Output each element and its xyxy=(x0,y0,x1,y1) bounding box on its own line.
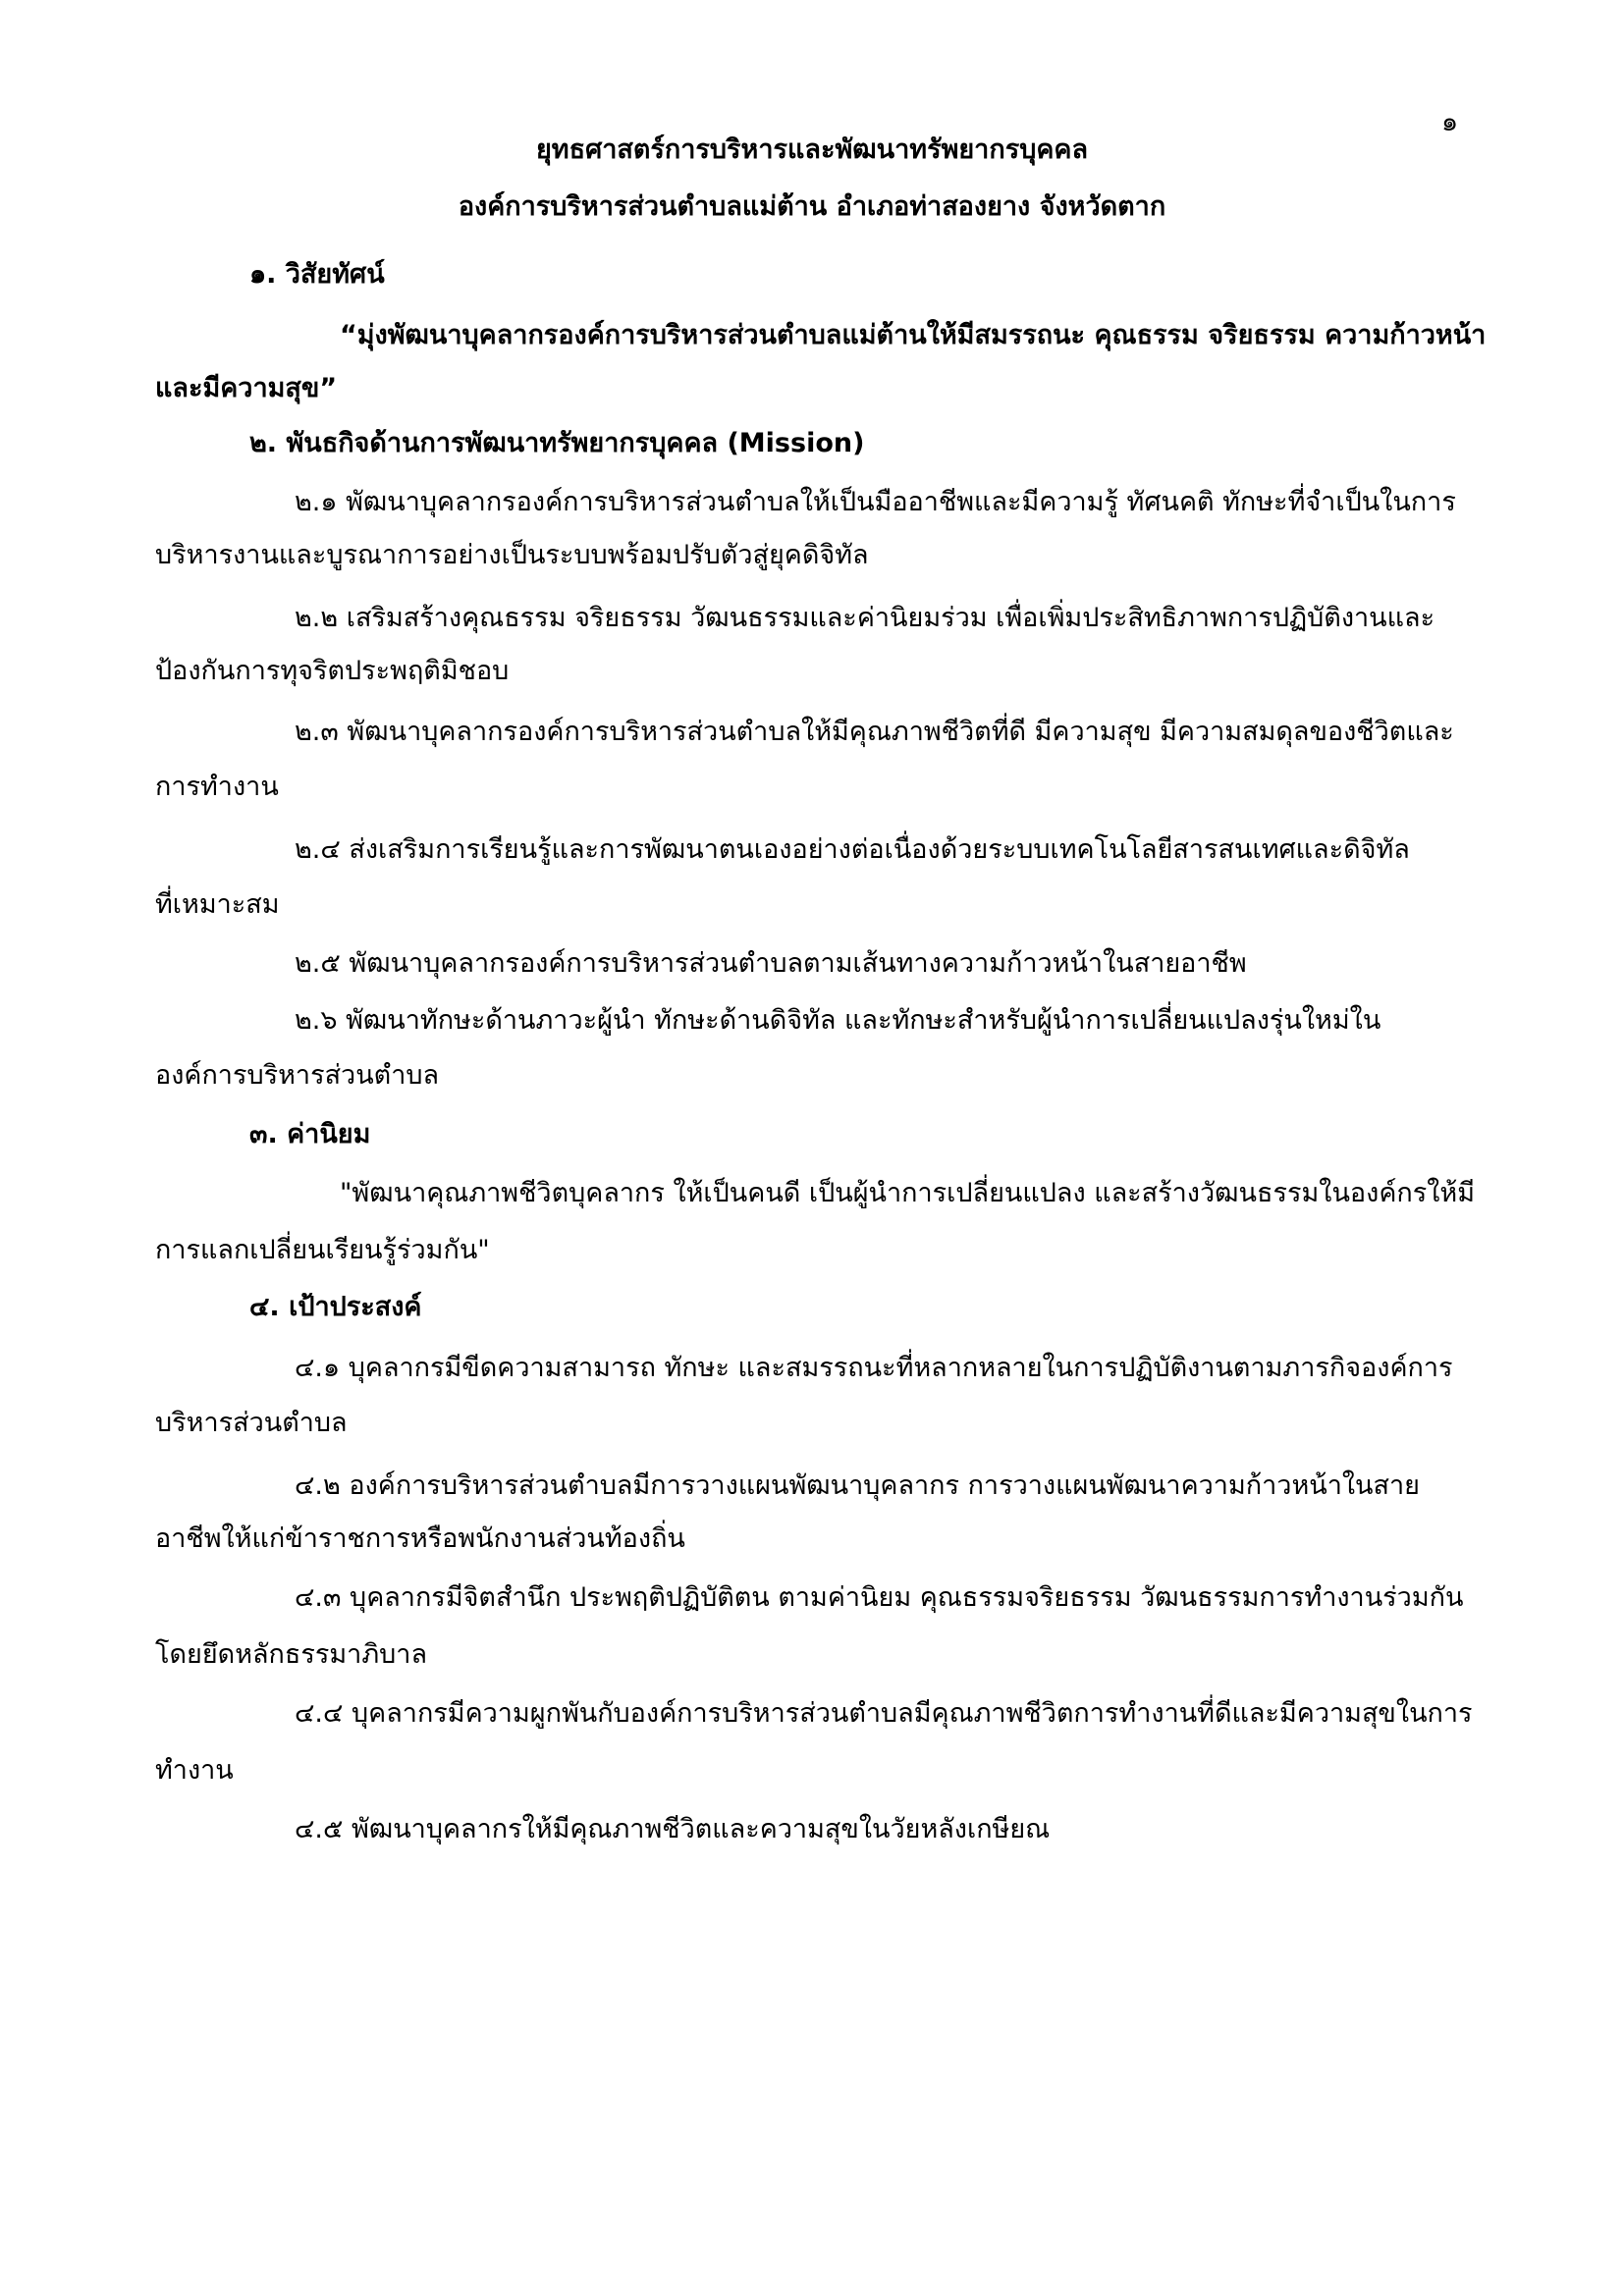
mission-item: ๒.๖ พัฒนาทักษะด้านภาวะผู้นำ ทักษะด้านดิจิทัล และทักษะสำหรับผู้นำการเปลี่ยนแปลงรุ่นใหม่ใน xyxy=(295,1005,1381,1036)
mission-item-cont: ป้องกันการทุจริตประพฤติมิชอบ xyxy=(155,656,510,686)
mission-item: ๒.๑ พัฒนาบุคลากรองค์การบริหารส่วนตำบลให้เป็นมืออาชีพและมีความรู้ ทัศนคติ ทักษะที่จำเป็นในการ xyxy=(295,487,1456,517)
mission-heading: ๒. พันธกิจด้านการพัฒนาทรัพยากรบุคคล (Mission) xyxy=(249,428,865,458)
vision-text-cont: และมีความสุข” xyxy=(155,373,338,403)
goal-item-cont: ทำงาน xyxy=(155,1755,234,1786)
mission-item-cont: การทำงาน xyxy=(155,772,279,802)
mission-item: ๒.๔ ส่งเสริมการเรียนรู้และการพัฒนาตนเองอย่างต่อเนื่องด้วยระบบเทคโนโลยีสารสนเทศและดิจิทัล xyxy=(295,834,1410,865)
values-text: "พัฒนาคุณภาพชีวิตบุคลากร ให้เป็นคนดี เป็นผู้นำการเปลี่ยนแปลง และสร้างวัฒนธรรมในองค์กรให้มี xyxy=(340,1178,1476,1208)
vision-heading: ๑. วิสัยทัศน์ xyxy=(249,259,385,290)
goal-item: ๔.๒ องค์การบริหารส่วนตำบลมีการวางแผนพัฒนาบุคลากร การวางแผนพัฒนาความก้าวหน้าในสาย xyxy=(295,1470,1420,1501)
values-text-cont: การแลกเปลี่ยนเรียนรู้ร่วมกัน" xyxy=(155,1235,490,1265)
document-subtitle: องค์การบริหารส่วนตำบลแม่ต้าน อำเภอท่าสองยาง จังหวัดตาก xyxy=(458,191,1166,222)
goal-item-cont: อาชีพให้แก่ข้าราชการหรือพนักงานส่วนท้องถิ่น xyxy=(155,1523,685,1554)
goal-item: ๔.๔ บุคลากรมีความผูกพันกับองค์การบริหารส่วนตำบลมีคุณภาพชีวิตการทำงานที่ดีและมีความสุขในการ xyxy=(295,1698,1473,1729)
goals-heading: ๔. เป้าประสงค์ xyxy=(249,1292,422,1322)
mission-item: ๒.๒ เสริมสร้างคุณธรรม จริยธรรม วัฒนธรรมและค่านิยมร่วม เพื่อเพิ่มประสิทธิภาพการปฏิบัติงานและ xyxy=(295,603,1435,633)
vision-text: “มุ่งพัฒนาบุคลากรองค์การบริหารส่วนตำบลแม่ต้านให้มีสมรรถนะ คุณธรรม จริยธรรม ความก้าวหน้า xyxy=(340,320,1487,350)
values-heading: ๓. ค่านิยม xyxy=(249,1119,371,1149)
goal-item: ๔.๑ บุคลากรมีขีดความสามารถ ทักษะ และสมรรถนะที่หลากหลายในการปฏิบัติงานตามภารกิจองค์การ xyxy=(295,1353,1453,1383)
document-title: ยุทธศาสตร์การบริหารและพัฒนาทรัพยากรบุคคล xyxy=(535,134,1089,165)
goal-item-cont: โดยยึดหลักธรรมาภิบาล xyxy=(155,1639,427,1670)
page-number: ๑ xyxy=(1441,107,1459,137)
mission-item-cont: องค์การบริหารส่วนตำบล xyxy=(155,1060,440,1091)
goal-item-cont: บริหารส่วนตำบล xyxy=(155,1408,348,1438)
mission-item: ๒.๕ พัฒนาบุคลากรองค์การบริหารส่วนตำบลตามเส้นทางความก้าวหน้าในสายอาชีพ xyxy=(295,948,1247,979)
goal-item: ๔.๓ บุคลากรมีจิตสำนึก ประพฤติปฏิบัติตน ตามค่านิยม คุณธรรมจริยธรรม วัฒนธรรมการทำงานร่วมกัน xyxy=(295,1582,1464,1613)
mission-item: ๒.๓ พัฒนาบุคลากรองค์การบริหารส่วนตำบลให้มีคุณภาพชีวิตที่ดี มีความสุข มีความสมดุลของชีวิตและ xyxy=(295,717,1454,747)
mission-item-cont: บริหารงานและบูรณาการอย่างเป็นระบบพร้อมปรับตัวสู่ยุคดิจิทัล xyxy=(155,540,869,570)
goal-item: ๔.๕ พัฒนาบุคลากรให้มีคุณภาพชีวิตและความสุขในวัยหลังเกษียณ xyxy=(295,1814,1051,1844)
mission-item-cont: ที่เหมาะสม xyxy=(155,889,280,920)
